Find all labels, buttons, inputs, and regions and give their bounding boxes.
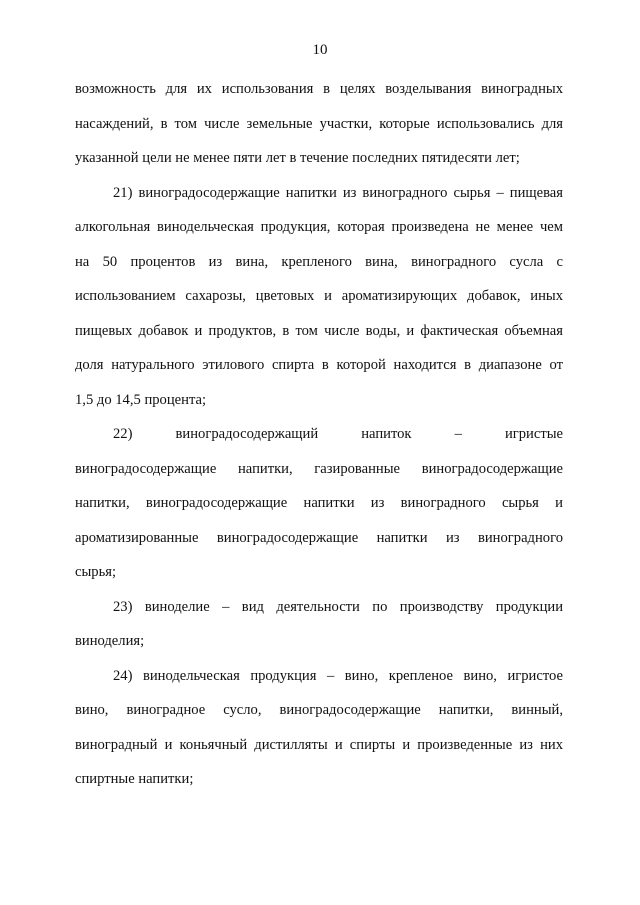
paragraph-item-22	[75, 417, 563, 590]
text-line: 21) виноградосодержащие напитки из виноградного сырья – пищевая	[113, 184, 563, 201]
text-line: использованием сахарозы, цветовых и ароматизирующих добавок, иных	[75, 288, 563, 304]
text-line: 1,5 до 14,5 процента;	[75, 391, 207, 408]
text-line: напитки, виноградосодержащие напитки из виноградного сырья и	[75, 495, 563, 511]
text-line: 24) винодельческая продукция – вино, крепленое вино, игристое	[113, 667, 563, 684]
text-line: 23) виноделие – вид деятельности по производству продукции	[113, 598, 563, 615]
text-line: пищевых добавок и продуктов, в том числе воды, и фактическая объемная	[75, 322, 563, 339]
text-line: насаждений, в том числе земельные участки, которые использовались для	[75, 115, 563, 132]
text-line: ароматизированные виноградосодержащие напитки из виноградного	[75, 529, 563, 546]
document-body	[75, 72, 563, 797]
text-line: на 50 процентов из вина, крепленого вина, виноградного сусла с	[75, 253, 563, 270]
text-line: сырья;	[75, 564, 117, 580]
text-line: виноградосодержащие напитки, газированные виноградосодержащие	[75, 460, 563, 477]
paragraph-item-21	[75, 176, 563, 418]
text-line: спиртные напитки;	[75, 771, 194, 787]
text-line: виноделия;	[75, 633, 145, 649]
paragraph-continuation	[75, 72, 563, 176]
text-line: возможность для их использования в целях возделывания виноградных	[75, 81, 563, 97]
text-line: указанной цели не менее пяти лет в течение последних пятидесяти лет;	[75, 150, 520, 166]
text-line: вино, виноградное сусло, виноградосодержащие напитки, винный,	[75, 702, 563, 718]
text-line: доля натурального этилового спирта в которой находится в диапазоне от	[75, 357, 563, 373]
text-line: алкогольная винодельческая продукция, которая произведена не менее чем	[75, 219, 563, 235]
paragraph-item-23	[75, 590, 563, 659]
text-line: виноградный и коньячный дистилляты и спирты и произведенные из них	[75, 736, 563, 753]
text-line: 22) виноградосодержащий напиток – игристые	[113, 426, 563, 442]
page-number: 10	[312, 42, 328, 58]
paragraph-item-24	[75, 659, 563, 797]
